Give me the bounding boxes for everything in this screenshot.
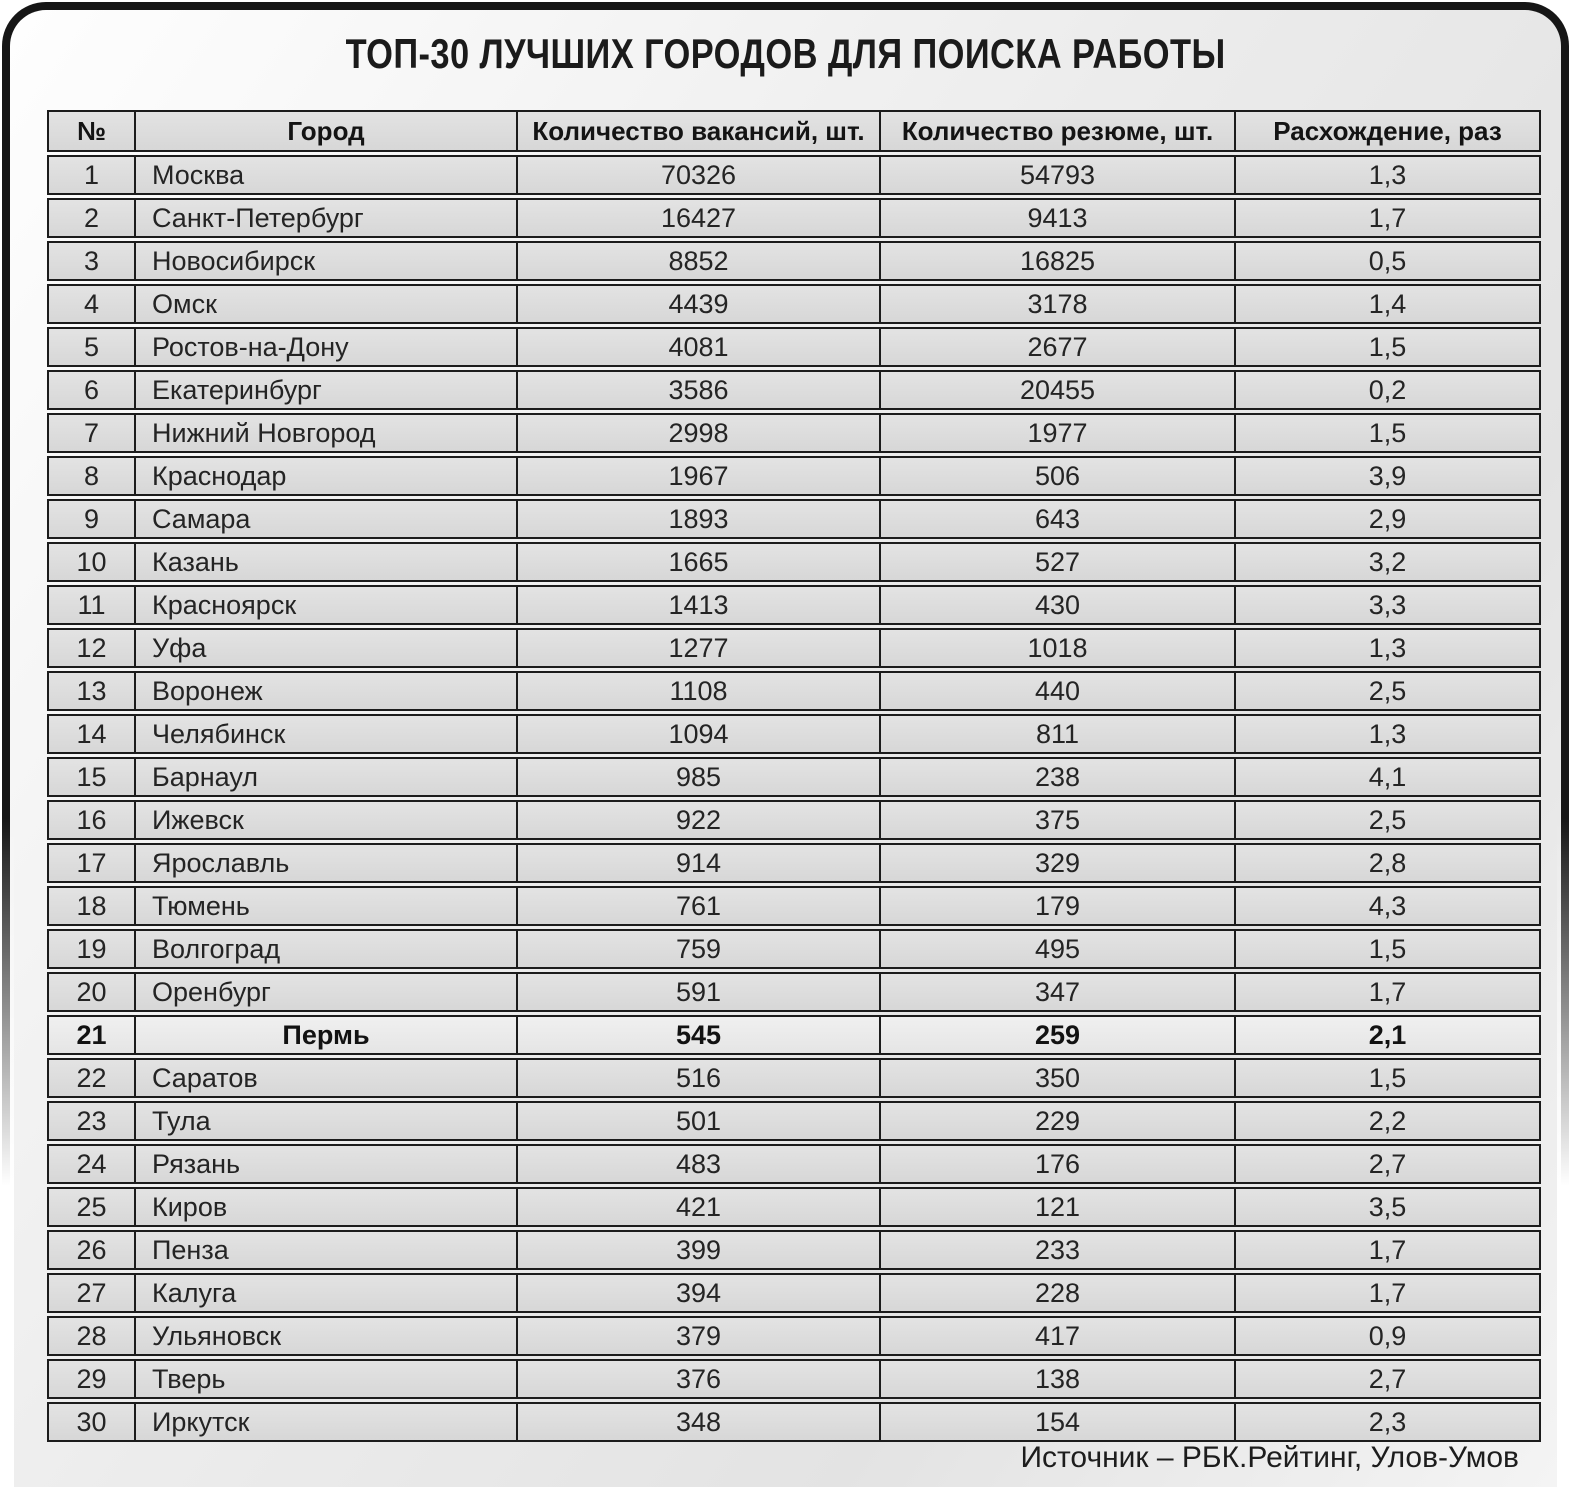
city-cell: Уфа [134, 630, 516, 666]
rank-cell: 8 [83, 460, 100, 491]
city-cell: Челябинск [134, 716, 516, 752]
resumes-cell: 2677 [879, 329, 1234, 365]
table-row [47, 198, 1541, 238]
vacancies-cell: 4439 [516, 286, 879, 322]
city-cell: Екатеринбург [134, 372, 516, 408]
ratio-cell: 1,5 [1234, 931, 1539, 967]
city-cell: Санкт-Петербург [134, 200, 516, 236]
table-row [47, 929, 1541, 969]
resumes-cell: 3178 [879, 286, 1234, 322]
ratio-cell: 1,3 [1234, 630, 1539, 666]
ratio-cell: 2,7 [1234, 1361, 1539, 1397]
rank-cell: 23 [76, 1105, 107, 1136]
table-row [47, 456, 1541, 496]
vacancies-cell: 501 [516, 1103, 879, 1139]
city-cell: Москва [134, 157, 516, 193]
resumes-cell: 228 [879, 1275, 1234, 1311]
resumes-cell: 1977 [879, 415, 1234, 451]
city-cell: Ижевск [134, 802, 516, 838]
table-row [47, 757, 1541, 797]
table-row [47, 155, 1541, 195]
resumes-cell: 179 [879, 888, 1234, 924]
ratio-cell: 1,5 [1234, 1060, 1539, 1096]
ratio-cell: 4,3 [1234, 888, 1539, 924]
rank-cell: 28 [76, 1320, 107, 1351]
ratio-cell: 1,7 [1234, 200, 1539, 236]
rank-cell: 13 [76, 675, 107, 706]
ratio-cell: 3,9 [1234, 458, 1539, 494]
rank-cell: 21 [76, 1019, 107, 1050]
vacancies-cell: 8852 [516, 243, 879, 279]
ratio-cell: 0,9 [1234, 1318, 1539, 1354]
border-fade-right [1557, 818, 1571, 1487]
border-fade-left [0, 818, 14, 1487]
vacancies-cell: 545 [516, 1017, 879, 1053]
ratio-cell: 2,5 [1234, 673, 1539, 709]
table-row [47, 1187, 1541, 1227]
vacancies-cell: 4081 [516, 329, 879, 365]
rank-cell: 17 [76, 847, 107, 878]
ranking-table [47, 110, 1541, 1445]
resumes-cell: 643 [879, 501, 1234, 537]
city-cell: Ульяновск [134, 1318, 516, 1354]
vacancies-cell: 70326 [516, 157, 879, 193]
rank-cell: 9 [83, 503, 100, 534]
city-cell: Волгоград [134, 931, 516, 967]
page-title-text: ТОП-30 ЛУЧШИХ ГОРОДОВ ДЛЯ ПОИСКА РАБОТЫ [345, 30, 1226, 77]
city-cell: Барнаул [134, 759, 516, 795]
vacancies-cell: 483 [516, 1146, 879, 1182]
rank-cell: 7 [83, 417, 100, 448]
rank-cell: 2 [83, 202, 100, 233]
table-row [47, 972, 1541, 1012]
ratio-cell: 4,1 [1234, 759, 1539, 795]
resumes-cell: 229 [879, 1103, 1234, 1139]
city-cell: Красноярск [134, 587, 516, 623]
ratio-cell: 3,5 [1234, 1189, 1539, 1225]
resumes-cell: 138 [879, 1361, 1234, 1397]
rank-cell: 30 [76, 1406, 107, 1437]
page-title [10, 30, 1561, 78]
rank-cell: 19 [76, 933, 107, 964]
city-cell: Краснодар [134, 458, 516, 494]
resumes-cell: 154 [879, 1404, 1234, 1440]
rank-cell: 24 [76, 1148, 107, 1179]
rank-cell: 1 [83, 159, 100, 190]
resumes-cell: 238 [879, 759, 1234, 795]
vacancies-cell: 394 [516, 1275, 879, 1311]
resumes-cell: 233 [879, 1232, 1234, 1268]
header-ratio: Расхождение, раз [1234, 112, 1539, 150]
header-resumes: Количество резюме, шт. [879, 112, 1234, 150]
ratio-cell: 1,7 [1234, 1232, 1539, 1268]
rank-cell: 11 [77, 589, 106, 620]
vacancies-cell: 348 [516, 1404, 879, 1440]
rank-cell: 12 [76, 632, 107, 663]
vacancies-cell: 1413 [516, 587, 879, 623]
vacancies-cell: 985 [516, 759, 879, 795]
table-row [47, 671, 1541, 711]
city-cell: Тверь [134, 1361, 516, 1397]
table-row [47, 1144, 1541, 1184]
resumes-cell: 1018 [879, 630, 1234, 666]
resumes-cell: 259 [879, 1017, 1234, 1053]
city-cell: Воронеж [134, 673, 516, 709]
rank-cell: 4 [83, 288, 100, 319]
city-cell: Тула [134, 1103, 516, 1139]
table-row [47, 327, 1541, 367]
city-cell: Пермь [134, 1017, 516, 1053]
ratio-cell: 1,7 [1234, 1275, 1539, 1311]
ratio-cell: 0,2 [1234, 372, 1539, 408]
resumes-cell: 495 [879, 931, 1234, 967]
city-cell: Казань [134, 544, 516, 580]
ratio-cell: 1,4 [1234, 286, 1539, 322]
table-row [47, 499, 1541, 539]
vacancies-cell: 761 [516, 888, 879, 924]
table-row [47, 1402, 1541, 1442]
ratio-cell: 1,5 [1234, 415, 1539, 451]
ratio-cell: 2,7 [1234, 1146, 1539, 1182]
ratio-cell: 3,3 [1234, 587, 1539, 623]
rank-cell: 16 [76, 804, 107, 835]
city-cell: Рязань [134, 1146, 516, 1182]
city-cell: Омск [134, 286, 516, 322]
ratio-cell: 2,1 [1234, 1017, 1539, 1053]
city-cell: Пенза [134, 1232, 516, 1268]
vacancies-cell: 2998 [516, 415, 879, 451]
table-row [47, 370, 1541, 410]
table-row [47, 714, 1541, 754]
table-row [47, 1015, 1541, 1055]
table-body [47, 155, 1541, 1442]
rank-cell: 18 [76, 890, 107, 921]
table-row [47, 585, 1541, 625]
city-cell: Саратов [134, 1060, 516, 1096]
rank-cell: 27 [76, 1277, 107, 1308]
ratio-cell: 2,9 [1234, 501, 1539, 537]
vacancies-cell: 399 [516, 1232, 879, 1268]
ratio-cell: 2,5 [1234, 802, 1539, 838]
resumes-cell: 121 [879, 1189, 1234, 1225]
rank-cell: 22 [76, 1062, 107, 1093]
vacancies-cell: 379 [516, 1318, 879, 1354]
table-row [47, 1273, 1541, 1313]
rank-cell: 3 [83, 245, 100, 276]
rank-cell: 14 [76, 718, 107, 749]
table-row [47, 1230, 1541, 1270]
vacancies-cell: 922 [516, 802, 879, 838]
table-row [47, 1316, 1541, 1356]
resumes-cell: 811 [879, 716, 1234, 752]
table-row [47, 413, 1541, 453]
header-rank: № [77, 115, 106, 146]
resumes-cell: 417 [879, 1318, 1234, 1354]
rank-cell: 15 [76, 761, 107, 792]
resumes-cell: 527 [879, 544, 1234, 580]
ratio-cell: 2,2 [1234, 1103, 1539, 1139]
city-cell: Калуга [134, 1275, 516, 1311]
vacancies-cell: 16427 [516, 200, 879, 236]
table-row [47, 284, 1541, 324]
vacancies-cell: 914 [516, 845, 879, 881]
table-row [47, 886, 1541, 926]
city-cell: Киров [134, 1189, 516, 1225]
ratio-cell: 1,7 [1234, 974, 1539, 1010]
table-header-row [47, 110, 1541, 152]
city-cell: Самара [134, 501, 516, 537]
resumes-cell: 20455 [879, 372, 1234, 408]
resumes-cell: 9413 [879, 200, 1234, 236]
city-cell: Нижний Новгород [134, 415, 516, 451]
rank-cell: 25 [76, 1191, 107, 1222]
table-row [47, 1101, 1541, 1141]
city-cell: Оренбург [134, 974, 516, 1010]
vacancies-cell: 516 [516, 1060, 879, 1096]
table-row [47, 241, 1541, 281]
table-row [47, 628, 1541, 668]
header-city: Город [134, 112, 516, 150]
city-cell: Ростов-на-Дону [134, 329, 516, 365]
vacancies-cell: 3586 [516, 372, 879, 408]
rank-cell: 6 [83, 374, 100, 405]
vacancies-cell: 1665 [516, 544, 879, 580]
city-cell: Иркутск [134, 1404, 516, 1440]
table-row [47, 843, 1541, 883]
rank-cell: 20 [76, 976, 107, 1007]
rank-cell: 26 [76, 1234, 107, 1265]
resumes-cell: 430 [879, 587, 1234, 623]
vacancies-cell: 421 [516, 1189, 879, 1225]
infographic-card [2, 2, 1569, 1487]
vacancies-cell: 1893 [516, 501, 879, 537]
city-cell: Ярославль [134, 845, 516, 881]
rank-cell: 5 [83, 331, 100, 362]
rank-cell: 10 [76, 546, 107, 577]
ratio-cell: 2,3 [1234, 1404, 1539, 1440]
ratio-cell: 1,3 [1234, 157, 1539, 193]
vacancies-cell: 376 [516, 1361, 879, 1397]
resumes-cell: 506 [879, 458, 1234, 494]
resumes-cell: 347 [879, 974, 1234, 1010]
vacancies-cell: 1277 [516, 630, 879, 666]
table-row [47, 1359, 1541, 1399]
resumes-cell: 329 [879, 845, 1234, 881]
resumes-cell: 350 [879, 1060, 1234, 1096]
vacancies-cell: 759 [516, 931, 879, 967]
resumes-cell: 16825 [879, 243, 1234, 279]
resumes-cell: 375 [879, 802, 1234, 838]
table-row [47, 800, 1541, 840]
resumes-cell: 176 [879, 1146, 1234, 1182]
ratio-cell: 1,3 [1234, 716, 1539, 752]
table-row [47, 542, 1541, 582]
ratio-cell: 0,5 [1234, 243, 1539, 279]
ratio-cell: 3,2 [1234, 544, 1539, 580]
resumes-cell: 440 [879, 673, 1234, 709]
rank-cell: 29 [76, 1363, 107, 1394]
vacancies-cell: 1967 [516, 458, 879, 494]
source-caption: Источник – РБК.Рейтинг, Улов-Умов [1020, 1441, 1519, 1474]
vacancies-cell: 591 [516, 974, 879, 1010]
city-cell: Тюмень [134, 888, 516, 924]
resumes-cell: 54793 [879, 157, 1234, 193]
header-vacancies: Количество вакансий, шт. [516, 112, 879, 150]
vacancies-cell: 1108 [516, 673, 879, 709]
city-cell: Новосибирск [134, 243, 516, 279]
ratio-cell: 2,8 [1234, 845, 1539, 881]
vacancies-cell: 1094 [516, 716, 879, 752]
ratio-cell: 1,5 [1234, 329, 1539, 365]
table-row [47, 1058, 1541, 1098]
